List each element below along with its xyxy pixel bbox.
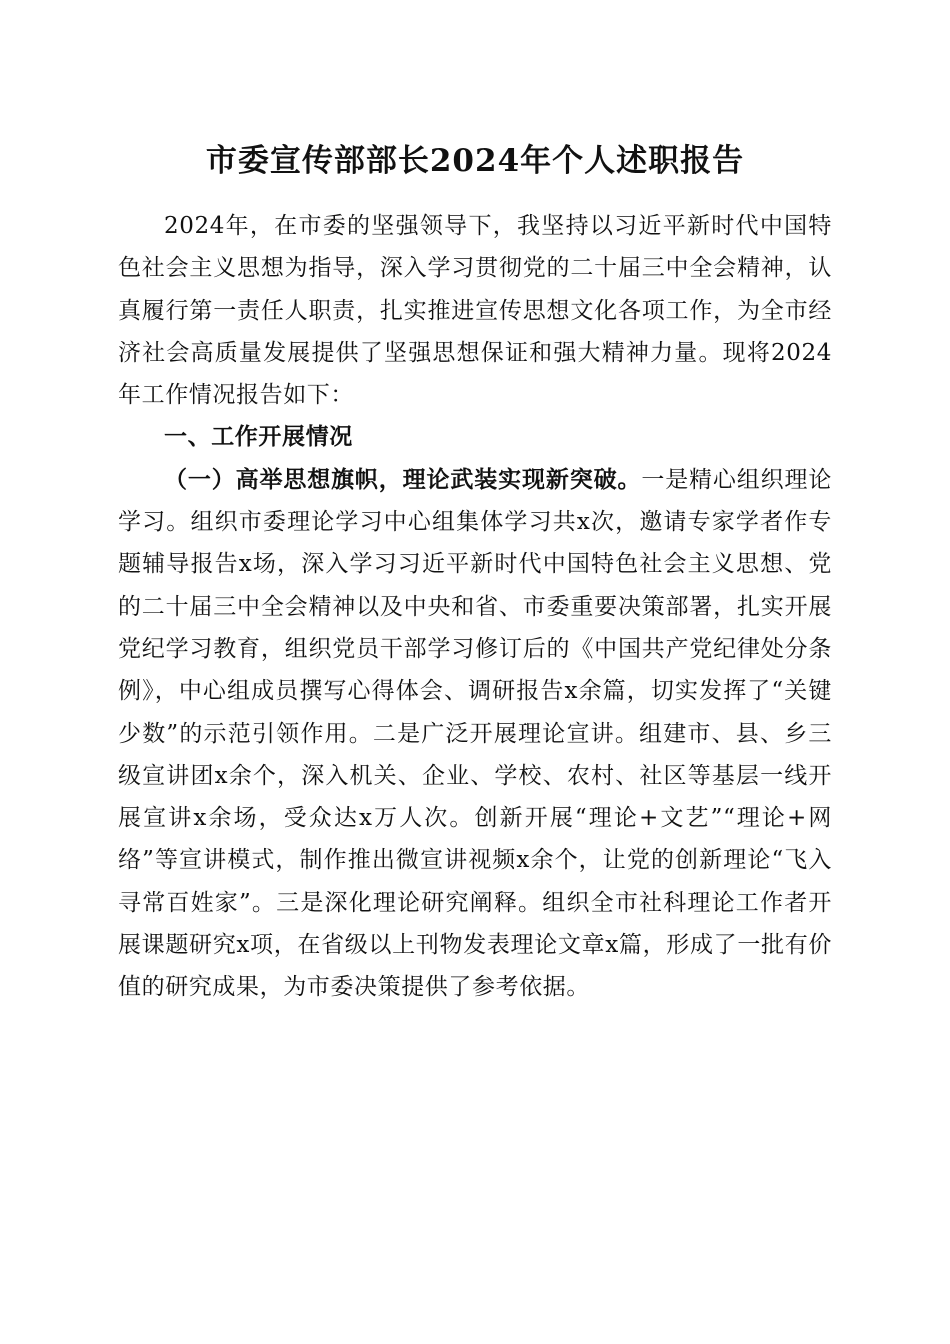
document-body [118,205,832,1009]
section-heading-work-progress: 一、工作开展情况 [164,424,353,451]
subsection-heading-theory: （一）高举思想旗帜，理论武装实现新突破。 [164,465,642,493]
intro-paragraph: 2024年，在市委的坚强领导下，我坚持以习近平新时代中国特色社会主义思想为指导，深入学习贯彻党的二十届三中全会精神，认真履行第一责任人职责，扎实推进宣传思想文化各项工作，为全市经济社会高质量发展提供了坚强思想保证和强大精神力量。现将2024年工作情况报告如下： [118,213,832,409]
subsection-paragraph-theory [118,459,832,1009]
subsection-body-theory: 一是精心组织理论学习。组织市委理论学习中心组集体学习共x次，邀请专家学者作专题辅导报告x场，深入学习习近平新时代中国特色社会主义思想、党的二十届三中全会精神以及中央和省、市委重要决策部署，扎实开展党纪学习教育，组织党员干部学习修订后的《中国共产党纪律处分条例》，中心组成员撰写心得体会、调研报告x余篇，切实发挥了“关键少数”的示范引领作用。二是广泛开展理论宣讲。组建市、县、乡三级宣讲团x余个，深入机关、企业、学校、农村、社区等基层一线开展宣讲x余场，受众达x万人次。创新开展“理论+文艺”“理论+网络”等宣讲模式，制作推出微宣讲视频x余个，让党的创新理论“飞入寻常百姓家”。三是深化理论研究阐释。组织全市社科理论工作者开展课题研究x项，在省级以上刊物发表理论文章x篇，形成了一批有价值的研究成果，为市委决策提供了参考依据。 [118,466,832,1001]
document-title: 市委宣传部部长2024年个人述职报告 [205,143,745,179]
